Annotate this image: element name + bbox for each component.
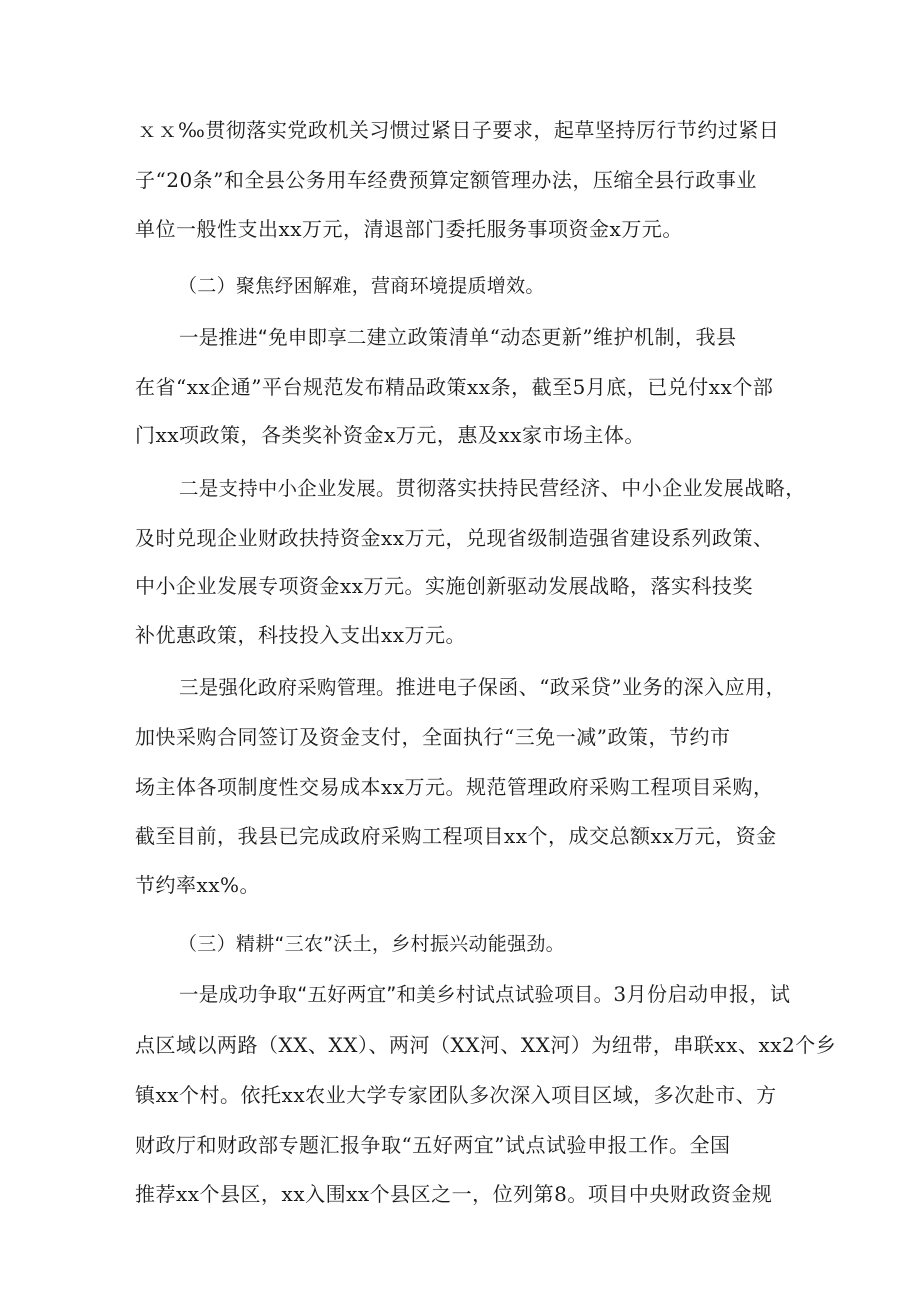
- paragraph-3-line-1: [179, 474, 806, 503]
- paragraph-4-line-1-text: 推进电子保函、“政采贷”业务的深入应用，: [395, 675, 787, 699]
- paragraph-5-line-3: 镇xx个村。依托xx农业大学专家团队多次深入项目区域，多次赴市、方: [135, 1083, 777, 1107]
- section-heading-3: （三）精耕“三农”沃土，乡村振兴动能强劲。: [178, 933, 565, 955]
- paragraph-1-line-2: 子“20条”和全县公务用车经费预算定额管理办法，压缩全县行政事业: [135, 168, 757, 192]
- paragraph-4-line-2: 加快采购合同签订及资金支付，全面执行“三免一减”政策，节约市: [135, 725, 731, 749]
- paragraph-2-line-1-text: 建立政策清单“动态更新”维护机制，我县: [366, 325, 737, 349]
- paragraph-3-line-4: 补优惠政策，科技投入支出xx万元。: [135, 623, 467, 647]
- paragraph-3-line-3: 中小企业发展专项资金xx万元。实施创新驱动发展战略，落实科技奖: [135, 574, 754, 598]
- paragraph-2-line-1: [179, 323, 737, 352]
- paragraph-3-line-2: 及时兑现企业财政扶持资金xx万元，兑现省级制造强省建设系列政策、: [135, 526, 774, 550]
- paragraph-5-line-2: 点区域以两路（XX、XX）、两河（XX河、XX河）为纽带，串联xx、xx2个乡: [135, 1033, 837, 1057]
- paragraph-5-line-4: 财政厅和财政部专题汇报争取“五好两宜”试点试验申报工作。全国: [135, 1133, 731, 1157]
- paragraph-4-line-1: [179, 673, 786, 702]
- paragraph-2-line-2: 在省“xx企通”平台规范发布精品政策xx条，截至5月底，已兑付xx个部: [135, 375, 774, 399]
- paragraph-3-lead: 二是支持中小企业发展。: [179, 477, 396, 500]
- paragraph-5-line-1: [179, 980, 791, 1009]
- paragraph-4-line-5: 节约率xx%。: [135, 873, 261, 897]
- paragraph-3-line-1-text: 贯彻落实扶持民营经济、中小企业发展战略，: [395, 476, 806, 500]
- paragraph-2-line-3: 门xx项政策，各类奖补资金x万元，惠及xx家市场主体。: [135, 423, 645, 447]
- paragraph-5-line-1-text: 3月份启动申报，试: [613, 982, 791, 1006]
- paragraph-4-line-3: 场主体各项制度性交易成本xx万元。规范管理政府采购工程项目采购，: [135, 775, 774, 799]
- paragraph-2-lead: 一是推进“免申即享二: [179, 326, 367, 349]
- paragraph-1-line-3: 单位一般性支出xx万元，清退部门委托服务事项资金x万元。: [135, 217, 683, 241]
- paragraph-1-line-1: ｘｘ‰贯彻落实党政机关习惯过紧日子要求，起草坚持厉行节约过紧日: [137, 118, 780, 142]
- paragraph-5-line-5: 推荐xx个县区，xx入围xx个县区之一，位列第8。项目中央财政资金规: [135, 1182, 773, 1206]
- paragraph-4-lead: 三是强化政府采购管理。: [179, 676, 396, 699]
- paragraph-4-line-4: 截至目前，我县已完成政府采购工程项目xx个，成交总额xx万元，资金: [135, 824, 777, 848]
- section-heading-2: （二）聚焦纾困解难，营商环境提质增效。: [178, 275, 545, 297]
- paragraph-5-lead: 一是成功争取“五好两宜”和美乡村试点试验项目。: [179, 983, 614, 1006]
